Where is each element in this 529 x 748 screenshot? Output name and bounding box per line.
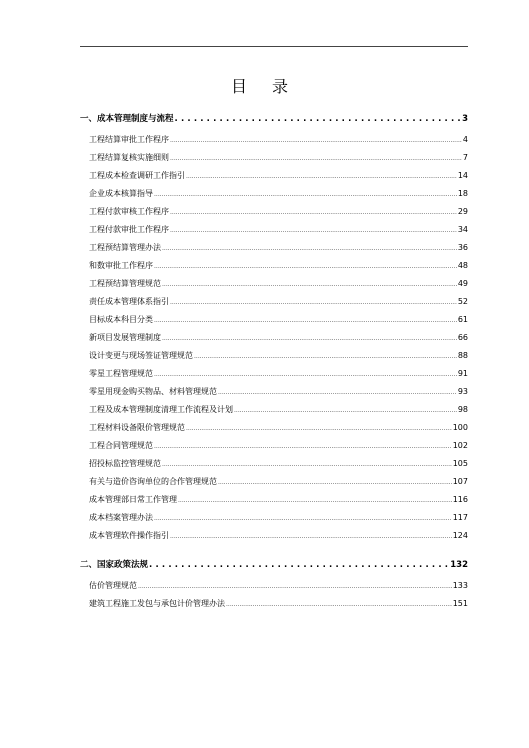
toc-section-2[interactable] <box>80 558 468 570</box>
entry-page: 98 <box>457 405 468 414</box>
entry-title: 零星用现金购买物品、材料管理规范 <box>89 387 217 396</box>
dot-leader <box>186 425 452 432</box>
dot-leader <box>226 601 452 608</box>
toc-entry[interactable] <box>89 170 468 181</box>
section-page: 3 <box>462 114 468 124</box>
dot-leader <box>154 263 457 270</box>
entry-page: 105 <box>452 459 468 468</box>
toc-entry[interactable] <box>89 134 468 145</box>
entry-page: 4 <box>462 135 468 144</box>
entry-page: 66 <box>457 333 468 342</box>
dot-leader <box>170 137 462 144</box>
toc-entry[interactable] <box>89 404 468 415</box>
dot-leader <box>194 353 457 360</box>
dot-leader <box>149 560 449 570</box>
entry-page: 29 <box>457 207 468 216</box>
entry-title: 工程及成本管理制度清理工作流程及计划 <box>89 405 233 414</box>
section-title: 成本管理制度与流程 <box>97 114 174 124</box>
entry-title: 工程结算复核实施细则 <box>89 153 169 162</box>
dot-leader <box>162 281 457 288</box>
toc-entry[interactable] <box>89 530 468 541</box>
toc-entry[interactable] <box>89 188 468 199</box>
entry-page: 49 <box>457 279 468 288</box>
entry-page: 124 <box>452 531 468 540</box>
entry-page: 151 <box>452 599 468 608</box>
entry-title: 成本管理部日常工作管理 <box>89 495 177 504</box>
entry-title: 工程预结算管理办法 <box>89 243 161 252</box>
toc-entry[interactable] <box>89 278 468 289</box>
entry-page: 52 <box>457 297 468 306</box>
entry-title: 工程结算审批工作程序 <box>89 135 169 144</box>
section-title: 国家政策法规 <box>97 560 149 570</box>
entry-page: 133 <box>452 581 468 590</box>
entry-page: 48 <box>457 261 468 270</box>
entry-page: 18 <box>457 189 468 198</box>
toc-entry[interactable] <box>89 332 468 343</box>
entry-page: 93 <box>457 387 468 396</box>
dot-leader <box>178 497 452 504</box>
entry-page: 36 <box>457 243 468 252</box>
toc-entry[interactable] <box>89 296 468 307</box>
entry-title: 成本档案管理办法 <box>89 513 153 522</box>
toc-section-1[interactable] <box>80 112 468 124</box>
toc-entry[interactable] <box>89 512 468 523</box>
entry-title: 工程成本检查调研工作指引 <box>89 171 185 180</box>
toc-entry[interactable] <box>89 260 468 271</box>
dot-leader <box>154 191 457 198</box>
entry-title: 工程预结算管理规范 <box>89 279 161 288</box>
dot-leader <box>154 371 457 378</box>
section-page: 132 <box>450 560 468 570</box>
toc-entry[interactable] <box>89 458 468 469</box>
toc-entry[interactable] <box>89 422 468 433</box>
toc-entry[interactable] <box>89 368 468 379</box>
dot-leader <box>162 245 457 252</box>
entry-title: 工程付款审核工作程序 <box>89 207 169 216</box>
toc-entry[interactable] <box>89 314 468 325</box>
entry-title: 成本管理软件操作指引 <box>89 531 169 540</box>
dot-leader <box>154 317 457 324</box>
entry-title: 目标成本科目分类 <box>89 315 153 324</box>
entry-title: 工程合同管理规范 <box>89 441 153 450</box>
entry-title: 和数审批工作程序 <box>89 261 153 270</box>
toc-entry[interactable] <box>89 206 468 217</box>
entry-page: 34 <box>457 225 468 234</box>
toc-entry[interactable] <box>89 242 468 253</box>
dot-leader <box>218 479 452 486</box>
entry-title: 工程材料设备限价管理规范 <box>89 423 185 432</box>
dot-leader <box>170 533 452 540</box>
dot-leader <box>154 443 452 450</box>
toc-entry[interactable] <box>89 580 468 591</box>
toc-entry[interactable] <box>89 476 468 487</box>
dot-leader <box>170 155 462 162</box>
entry-title: 估价管理规范 <box>89 581 137 590</box>
dot-leader <box>162 461 452 468</box>
dot-leader <box>175 114 462 124</box>
toc-entry[interactable] <box>89 350 468 361</box>
entry-page: 116 <box>452 495 468 504</box>
dot-leader <box>170 227 457 234</box>
dot-leader <box>170 299 457 306</box>
toc-title: 目 录 <box>230 77 299 96</box>
toc-entry[interactable] <box>89 494 468 505</box>
toc-entry[interactable] <box>89 224 468 235</box>
entry-page: 14 <box>457 171 468 180</box>
entry-page: 102 <box>452 441 468 450</box>
header-rule <box>80 46 468 47</box>
entry-title: 招投标监控管理规范 <box>89 459 161 468</box>
entry-title: 有关与造价咨询单位的合作管理规范 <box>89 477 217 486</box>
toc-entry[interactable] <box>89 386 468 397</box>
entry-page: 91 <box>457 369 468 378</box>
dot-leader <box>138 583 452 590</box>
dot-leader <box>186 173 457 180</box>
entry-title: 零星工程管理规范 <box>89 369 153 378</box>
entry-title: 工程付款审批工作程序 <box>89 225 169 234</box>
section-number: 一、 <box>80 114 98 124</box>
toc-entry[interactable] <box>89 598 468 609</box>
section-number: 二、 <box>80 560 98 570</box>
dot-leader <box>154 515 452 522</box>
entry-title: 新项目发展管理制度 <box>89 333 161 342</box>
entry-title: 责任成本管理体系指引 <box>89 297 169 306</box>
entry-page: 117 <box>452 513 468 522</box>
toc-entry[interactable] <box>89 440 468 451</box>
entry-page: 107 <box>452 477 468 486</box>
entry-title: 建筑工程施工发包与承包计价管理办法 <box>89 599 225 608</box>
dot-leader <box>218 389 457 396</box>
entry-page: 61 <box>457 315 468 324</box>
toc-entry[interactable] <box>89 152 468 163</box>
dot-leader <box>162 335 457 342</box>
dot-leader <box>234 407 457 414</box>
entry-page: 7 <box>462 153 468 162</box>
entry-title: 设计变更与现场签证管理规范 <box>89 351 193 360</box>
entry-page: 88 <box>457 351 468 360</box>
entry-page: 100 <box>452 423 468 432</box>
entry-title: 企业成本核算指导 <box>89 189 153 198</box>
dot-leader <box>170 209 457 216</box>
